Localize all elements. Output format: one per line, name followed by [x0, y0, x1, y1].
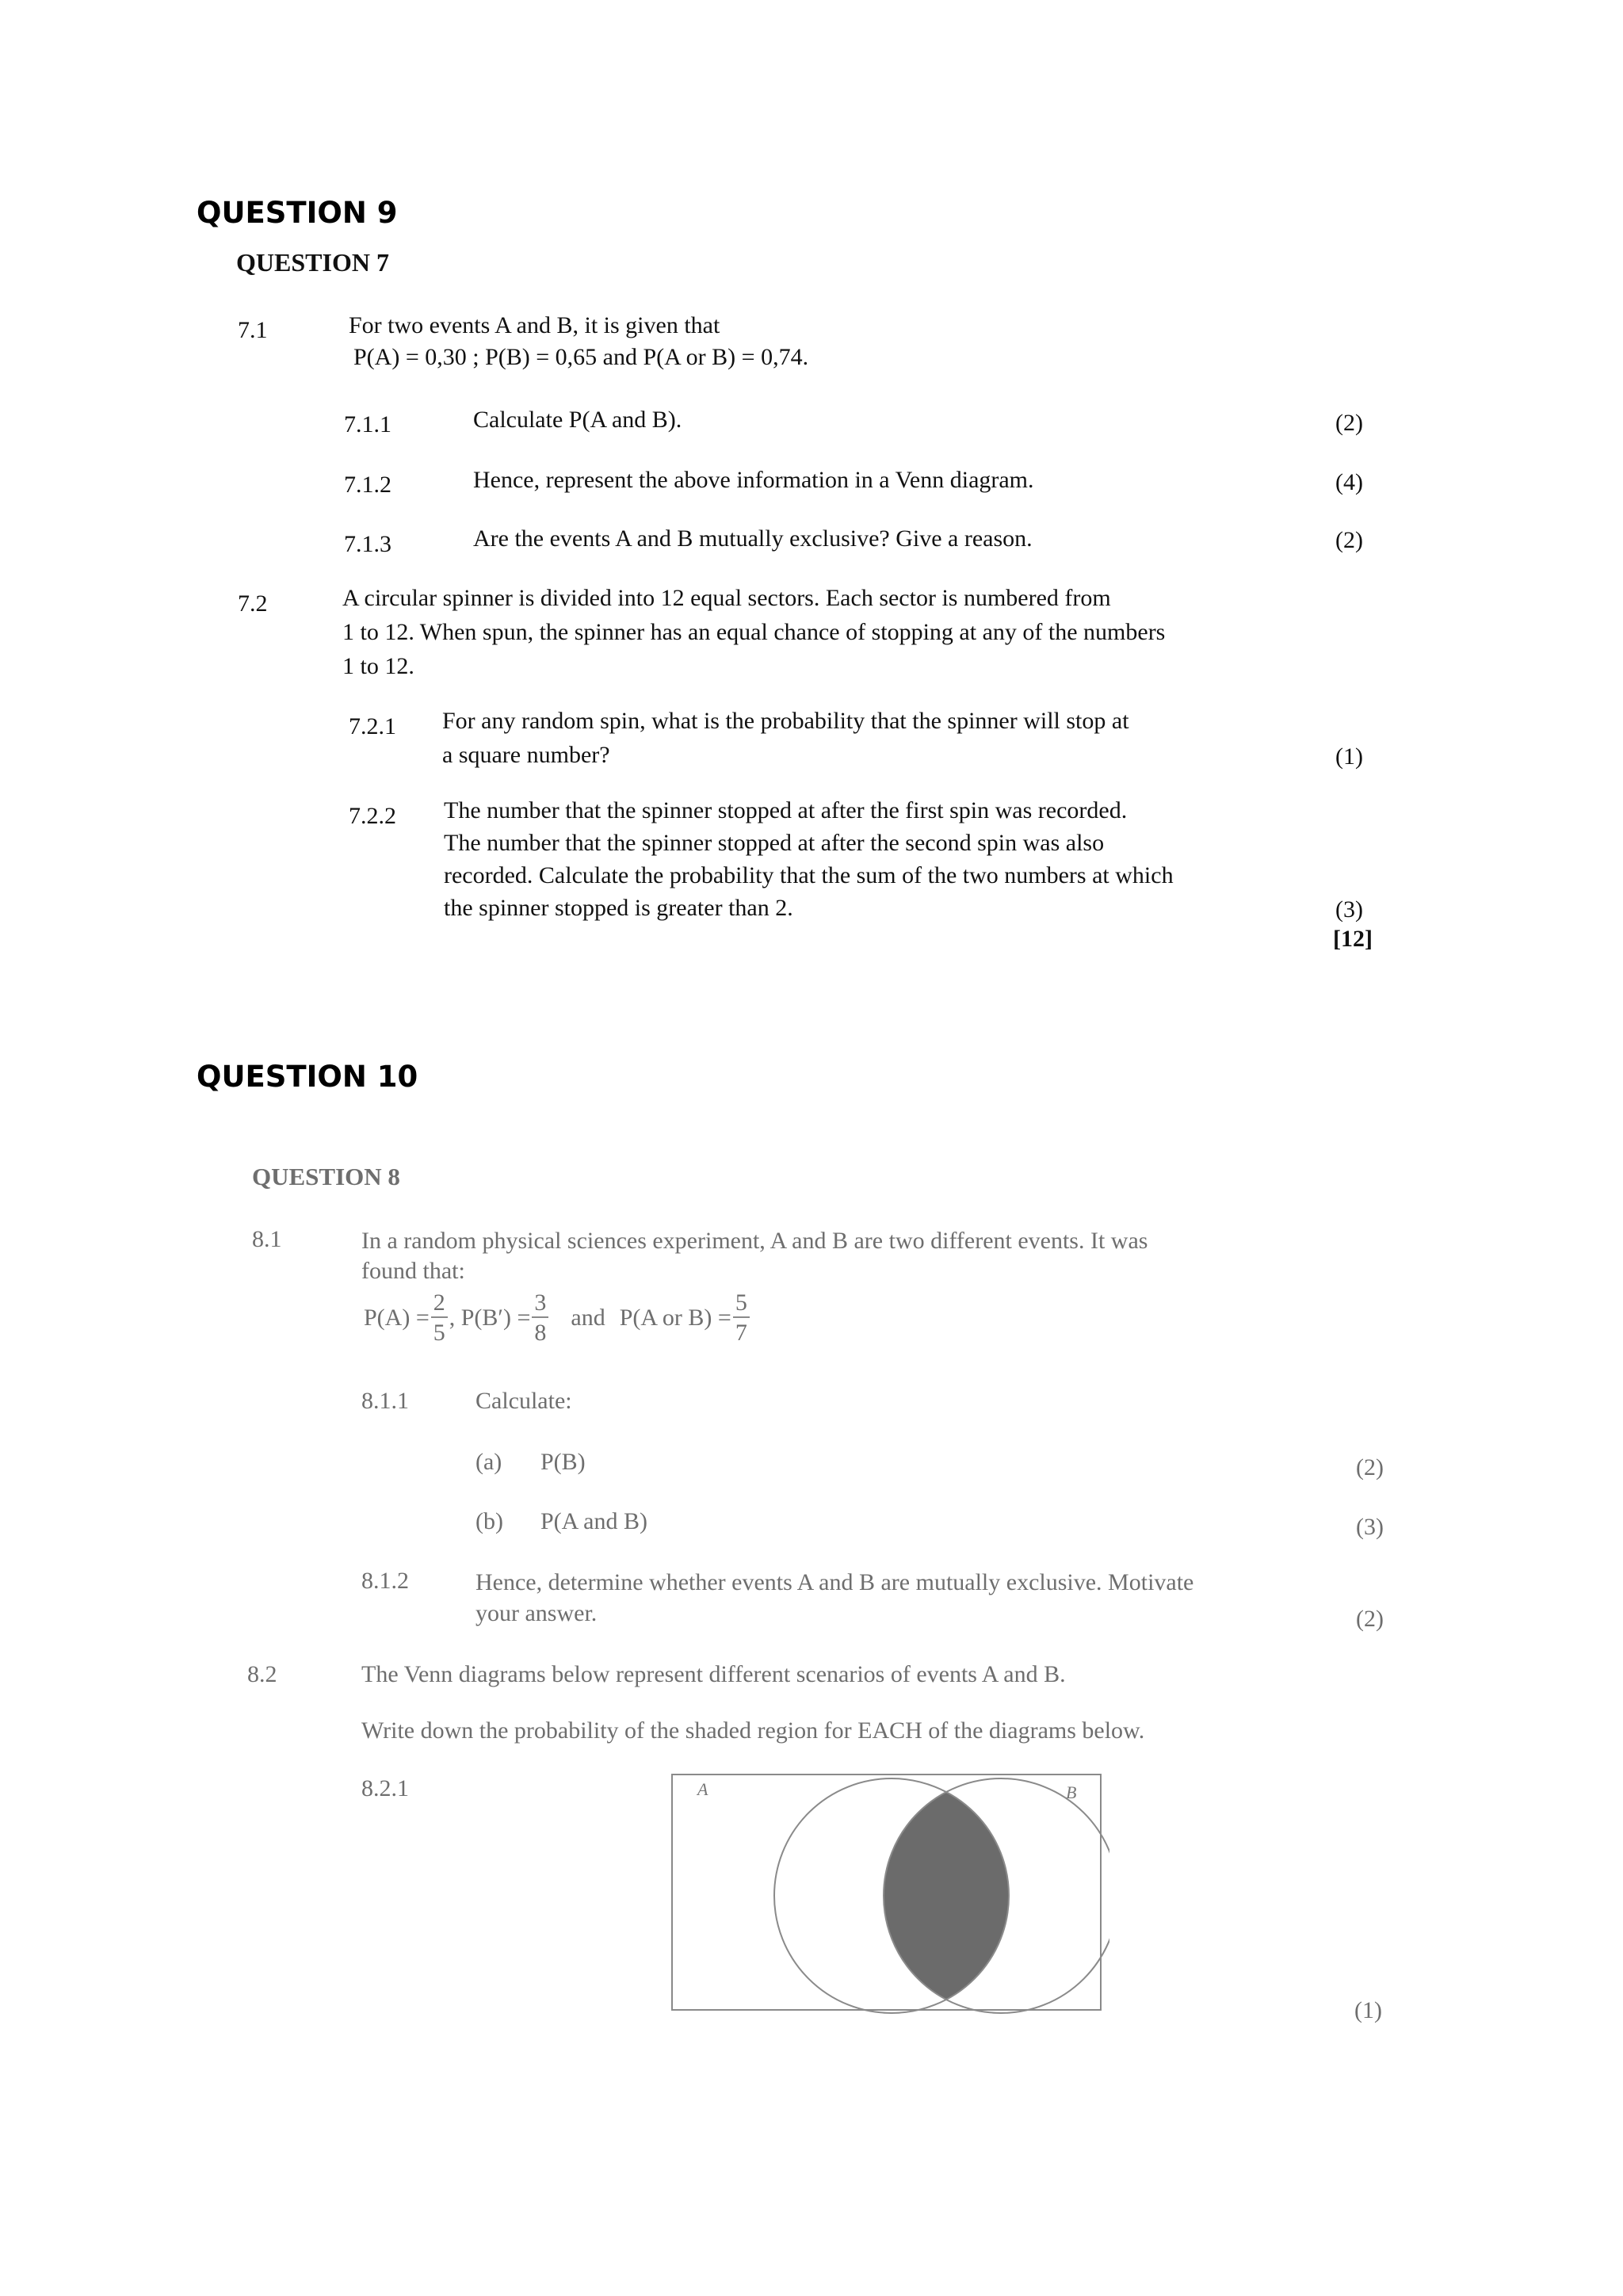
item-7-1-3-number: 7.1.3 [344, 531, 391, 557]
paorb-fraction [733, 1291, 750, 1345]
venn-label-a: A [697, 1779, 708, 1799]
item-7-1-3-text: Are the events A and B mutually exclusive? Give a reason. [473, 525, 1033, 552]
venn-label-b: B [1066, 1782, 1077, 1802]
item-7-2-line3: 1 to 12. [342, 653, 414, 679]
item-7-1-1-text: Calculate P(A and B). [473, 407, 682, 433]
item-7-1-1-mark: (2) [1335, 410, 1363, 436]
and-word: and [571, 1305, 605, 1331]
item-8-2-1-number: 8.2.1 [361, 1775, 409, 1801]
item-8-1-line2: found that: [361, 1258, 465, 1284]
question-10-heading: QUESTION 10 [197, 1060, 418, 1094]
question-8-title: QUESTION 8 [252, 1163, 400, 1190]
item-7-2-1-line1: For any random spin, what is the probability that the spinner will stop at [442, 708, 1129, 734]
part-b-text: P(A and B) [540, 1508, 647, 1534]
pbc-label: , P(B′) = [449, 1305, 531, 1331]
paorb-label: P(A or B) = [619, 1305, 731, 1331]
paorb-numerator: 5 [733, 1291, 750, 1318]
pa-fraction [431, 1291, 448, 1345]
item-7-1-3-mark: (2) [1335, 527, 1363, 553]
item-7-2-1-number: 7.2.1 [349, 713, 396, 739]
item-7-1-2-mark: (4) [1335, 469, 1363, 495]
pbc-denominator: 8 [534, 1320, 547, 1346]
item-8-2-line1: The Venn diagrams below represent different scenarios of events A and B. [361, 1661, 1066, 1687]
pa-label: P(A) = [364, 1305, 430, 1331]
question-7-total: [12] [1333, 926, 1373, 952]
item-7-2-2-line4: the spinner stopped is greater than 2. [444, 895, 793, 921]
part-b-mark: (3) [1356, 1514, 1384, 1540]
item-8-1-number: 8.1 [252, 1226, 282, 1252]
question-7-title: QUESTION 7 [236, 248, 389, 277]
venn-diagram [666, 1771, 1109, 2017]
paorb-denominator: 7 [735, 1320, 747, 1346]
item-8-2-1-mark: (1) [1354, 1997, 1382, 2023]
item-8-2-line2: Write down the probability of the shaded region for EACH of the diagrams below. [361, 1717, 1145, 1744]
item-7-2-number: 7.2 [238, 590, 268, 617]
pbc-numerator: 3 [532, 1291, 548, 1318]
item-7-1-number: 7.1 [238, 317, 268, 343]
pa-numerator: 2 [431, 1291, 448, 1318]
item-7-1-1-number: 7.1.1 [344, 411, 391, 437]
part-a-label: (a) [475, 1449, 502, 1475]
item-7-2-line1: A circular spinner is divided into 12 equal sectors. Each sector is numbered from [342, 585, 1111, 611]
item-7-2-2-line2: The number that the spinner stopped at after the second spin was also [444, 830, 1105, 856]
item-7-1-line2: P(A) = 0,30 ; P(B) = 0,65 and P(A or B) = 0,74. [353, 344, 809, 370]
pa-denominator: 5 [433, 1320, 445, 1346]
question-9-heading: QUESTION 9 [197, 196, 398, 230]
item-8-1-2-line2: your answer. [475, 1600, 598, 1626]
part-a-mark: (2) [1356, 1454, 1384, 1480]
item-7-1-2-number: 7.1.2 [344, 472, 391, 498]
item-7-2-line2: 1 to 12. When spun, the spinner has an equal chance of stopping at any of the numbers [342, 619, 1166, 645]
item-8-1-1-number: 8.1.1 [361, 1388, 409, 1414]
pbc-fraction [532, 1291, 548, 1345]
item-7-2-2-number: 7.2.2 [349, 803, 396, 829]
item-7-2-2-line1: The number that the spinner stopped at after the first spin was recorded. [444, 797, 1128, 823]
item-8-1-line1: In a random physical sciences experiment, A and B are two different events. It was [361, 1228, 1148, 1254]
item-7-1-2-text: Hence, represent the above information in a Venn diagram. [473, 467, 1034, 493]
item-7-2-2-mark: (3) [1335, 896, 1363, 923]
item-7-2-2-line3: recorded. Calculate the probability that the sum of the two numbers at which [444, 862, 1174, 888]
item-8-1-1-text: Calculate: [475, 1388, 572, 1414]
item-8-1-2-number: 8.1.2 [361, 1568, 409, 1594]
item-7-1-line1: For two events A and B, it is given that [349, 312, 720, 338]
item-7-2-1-mark: (1) [1335, 743, 1363, 770]
part-a-text: P(B) [540, 1449, 586, 1475]
item-8-2-number: 8.2 [247, 1661, 277, 1687]
item-7-2-1-line2: a square number? [442, 742, 610, 768]
item-8-1-2-line1: Hence, determine whether events A and B are mutually exclusive. Motivate [475, 1569, 1194, 1595]
part-b-label: (b) [475, 1508, 503, 1534]
probability-givens [364, 1291, 751, 1345]
item-8-1-2-mark: (2) [1356, 1606, 1384, 1632]
